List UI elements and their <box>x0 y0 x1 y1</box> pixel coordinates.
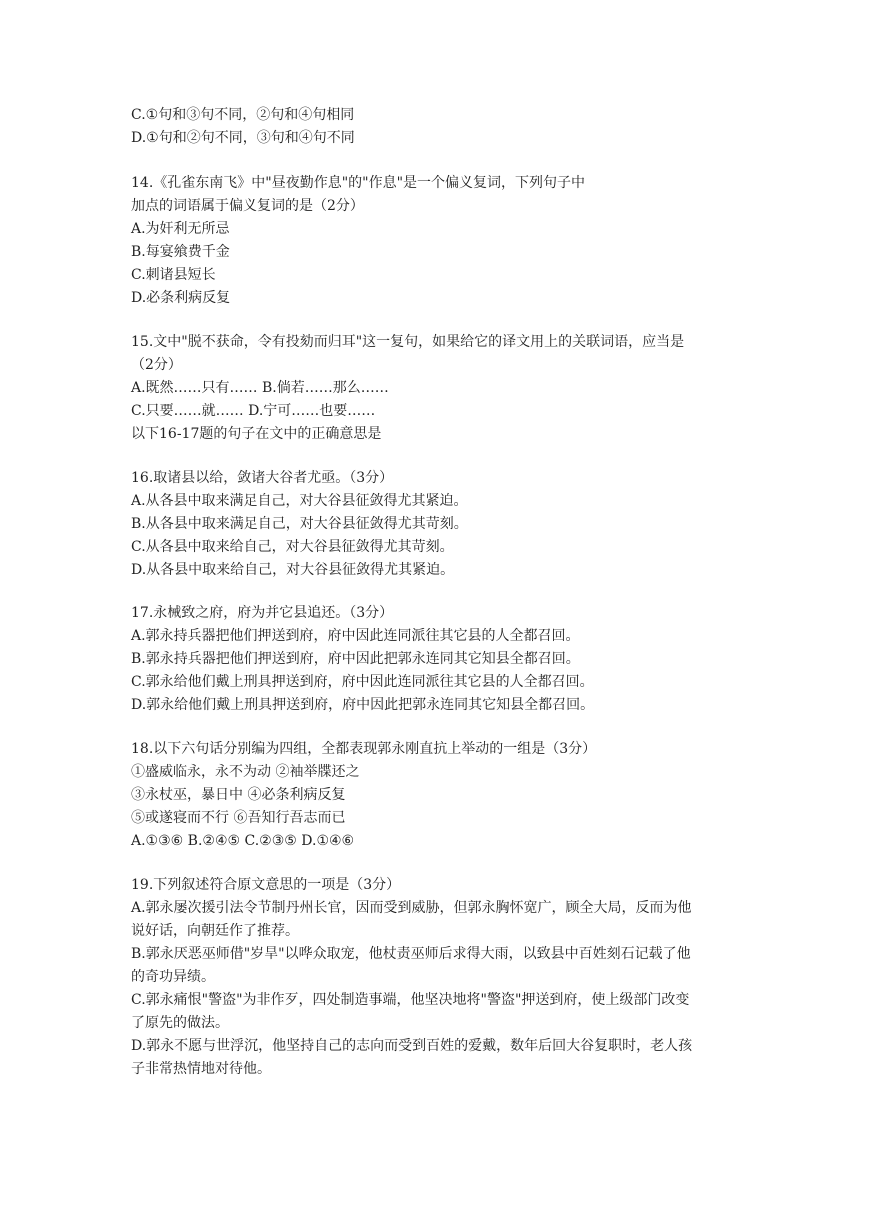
q15-stem-cont: （2分） <box>131 357 182 373</box>
q19-option-d: D.郭永不愿与世浮沉，他坚持自己的志向而受到百姓的爱戴，数年后回大谷复职时，老人孩 <box>131 1038 693 1054</box>
q19-option-c: C.郭永痛恨"警盗"为非作歹，四处制造事端，他坚决地将"警盗"押送到府，使上级部门改变 <box>131 992 690 1008</box>
q14-stem-cont: 加点的词语属于偏义复词的是（2分） <box>131 198 364 214</box>
q15-options-ab: A.既然……只有…… B.倘若……那么…… <box>131 380 389 396</box>
q18-items-5-6: ⑤或遂寝而不行 ⑥吾知行吾志而已 <box>131 810 346 826</box>
q17-option-a: A.郭永持兵器把他们押送到府，府中因此连同派往其它县的人全都召回。 <box>131 628 580 644</box>
q19-stem: 19.下列叙述符合原文意思的一项是（3分） <box>131 877 401 893</box>
q16-option-c: C.从各县中取来给自己，对大谷县征敛得尤其苛刻。 <box>131 539 454 555</box>
q16-option-a: A.从各县中取来满足自己，对大谷县征敛得尤其紧迫。 <box>131 493 468 509</box>
q19-option-a: A.郭永屡次援引法令节制丹州长官，因而受到威胁，但郭永胸怀宽广，顾全大局，反而为他 <box>131 900 692 916</box>
q13-option-d: D.①句和②句不同，③句和④句不同 <box>131 130 355 146</box>
q19-option-b-cont: 的奇功异绩。 <box>131 969 215 985</box>
q15-stem: 15.文中"脱不获命，令有投劾而归耳"这一复句，如果给它的译文用上的关联词语，应当是 <box>131 334 685 350</box>
q19-option-b: B.郭永厌恶巫师借"岁旱"以哗众取宠，他杖责巫师后求得大雨，以致县中百姓刻石记载了他 <box>131 946 691 962</box>
q17-stem: 17.永械致之府，府为并它县追还。（3分） <box>131 605 394 621</box>
q14-option-c: C.刺诸县短长 <box>131 267 216 283</box>
q15-options-cd: C.只要……就…… D.宁可……也要…… <box>131 403 376 419</box>
q18-items-1-2: ①盛威临永，永不为动 ②袖举牒还之 <box>131 764 360 780</box>
q17-option-c: C.郭永给他们戴上刑具押送到府，府中因此连同派往其它县的人全都召回。 <box>131 674 594 690</box>
q16-option-b: B.从各县中取来满足自己，对大谷县征敛得尤其苛刻。 <box>131 516 468 532</box>
q18-stem: 18.以下六句话分别编为四组，全都表现郭永刚直抗上举动的一组是（3分） <box>131 741 597 757</box>
q14-option-b: B.每宴飨费千金 <box>131 244 230 260</box>
q16-stem: 16.取诸县以给，敛诸大谷者尤亟。（3分） <box>131 470 394 486</box>
q19-option-a-cont: 说好话，向朝廷作了推荐。 <box>131 923 299 939</box>
q16-17-intro: 以下16-17题的句子在文中的正确意思是 <box>131 426 382 442</box>
q19-option-d-cont: 子非常热情地对待他。 <box>131 1061 271 1077</box>
q18-options: A.①③⑥ B.②④⑤ C.②③⑤ D.①④⑥ <box>131 833 355 849</box>
q19-option-c-cont: 了原先的做法。 <box>131 1015 229 1031</box>
q18-items-3-4: ③永杖巫，暴日中 ④必条利病反复 <box>131 787 346 803</box>
q14-option-d: D.必条利病反复 <box>131 290 231 306</box>
q17-option-b: B.郭永持兵器把他们押送到府，府中因此把郭永连同其它知县全都召回。 <box>131 651 580 667</box>
q13-option-c: C.①句和③句不同，②句和④句相同 <box>131 107 355 123</box>
q14-option-a: A.为奸利无所忌 <box>131 221 230 237</box>
q14-stem: 14.《孔雀东南飞》中"昼夜勤作息"的"作息"是一个偏义复词，下列句子中 <box>131 175 586 191</box>
q17-option-d: D.郭永给他们戴上刑具押送到府，府中因此把郭永连同其它知县全都召回。 <box>131 697 595 713</box>
q16-option-d: D.从各县中取来给自己，对大谷县征敛得尤其紧迫。 <box>131 562 455 578</box>
